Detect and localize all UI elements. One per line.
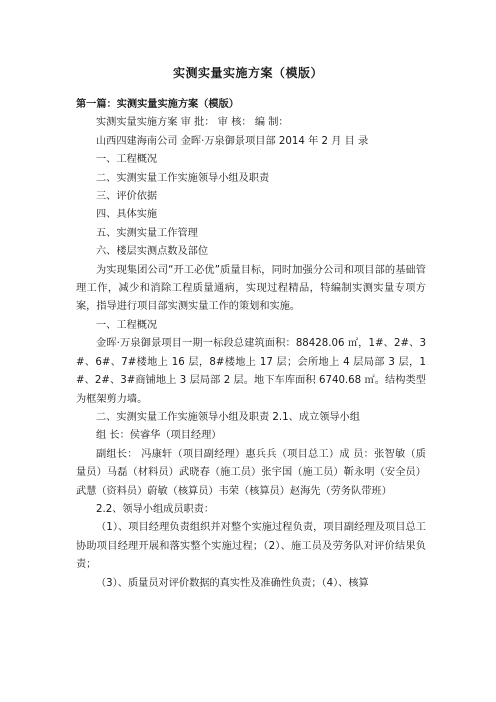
section-title: 第一篇：实测实量实施方案（模版） xyxy=(76,99,239,110)
document-body xyxy=(76,96,426,593)
group-heading: 二、实测实量工作实施领导小组及职责 2.1、成立领导小组 xyxy=(96,411,360,423)
approval-line: 实测实量实施方案 审 批： 审 核： 编 制： xyxy=(96,117,289,129)
toc-item: 四、具体实施 xyxy=(96,209,158,221)
deputy-paragraph: 副组长： 冯康轩（项目副经理）惠兵兵（项目总工）成 员：张智敏（质量员）马磊（材料员）武晓春（施工员）张宇国（施工员）靳永明（安全员）武慧（资料员）蔚敏（核算员）韦荣（核算员）赵海先（劳务队带班） xyxy=(76,448,426,497)
duties-paragraph: （1）、项目经理负责组织并对整个实施过程负责，项目副经理及项目总工协助项目经理开展和落实整个实施过程；（2）、施工员及劳务队对评价结果负责； xyxy=(76,522,426,571)
toc-item: 六、楼层实测点数及部位 xyxy=(96,246,209,258)
toc-item: 三、评价依据 xyxy=(96,191,158,203)
toc-item: 二、实测实量工作实施领导小组及职责 xyxy=(96,172,270,184)
overview-heading: 一、工程概况 xyxy=(96,319,158,331)
duties-paragraph: （3）、质量员对评价数据的真实性及准确性负责；（4）、核算 xyxy=(96,577,369,589)
duties-heading: 2.2、领导小组成员职责： xyxy=(96,503,215,515)
toc-item: 一、工程概况 xyxy=(96,154,158,166)
toc-item: 五、实测实量工作管理 xyxy=(96,227,198,239)
organization-line: 山西四建海南公司 金晖·万泉御景项目部 2014 年 2 月 目 录 xyxy=(96,135,369,147)
overview-paragraph: 金晖·万泉御景项目一期一标段总建筑面积：88428.06 ㎡，1#、2#、3#、6#、7#楼地上 16 层，8#楼地上 17 层；会所地上 4 层局部 3 层，1#、2#、3#商铺地上 3 层局部 2 层。地下车库面积 6740.68 ㎡。结构类型为框架剪力墙。 xyxy=(76,338,426,405)
leader-line: 组 长：侯睿华（项目经理） xyxy=(96,430,222,442)
intro-paragraph: 为实现集团公司“开工必优”质量目标，同时加强分公司和项目部的基础管理工作，减少和消除工程质量通病，实现过程精品，特编制实测实量专项方案，指导进行项目部实测实量工作的策划和实施。 xyxy=(76,264,426,313)
document-title: 实测实量实施方案（模版） xyxy=(172,66,323,80)
